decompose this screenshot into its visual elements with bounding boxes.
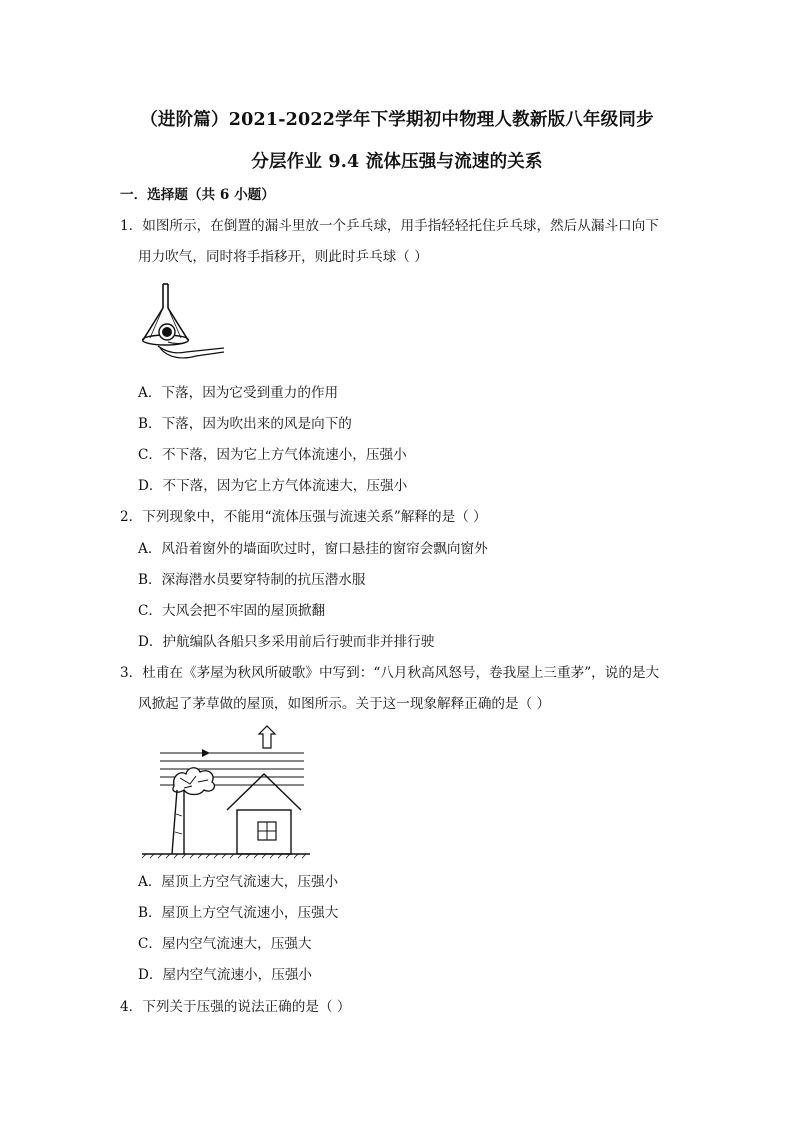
- q2-option-d: D．护航编队各船只多采用前后行驶而非并排行驶: [138, 634, 435, 650]
- q2-option-b: B．深海潜水员要穿特制的抗压潜水服: [138, 572, 366, 588]
- q1-option-d: D．不下落，因为它上方气体流速大，压强小: [138, 478, 408, 494]
- q1-option-a: A．下落，因为它受到重力的作用: [138, 385, 339, 401]
- q2-stem-line1: 2．下列现象中，不能用“流体压强与流速关系”解释的是（ ）: [120, 509, 487, 525]
- q3-option-b: B．屋顶上方空气流速小，压强大: [138, 905, 339, 921]
- document-title-line2: 分层作业 9.4 流体压强与流速的关系: [251, 152, 543, 172]
- q1-stem-line1: 1．如图所示，在倒置的漏斗里放一个乒乓球，用手指轻轻托住乒乓球，然后从漏斗口向下: [120, 218, 659, 234]
- q3-stem-line1: 3．杜甫在《茅屋为秋风所破歌》中写到：“八月秋高风怒号，卷我屋上三重茅”，说的是大: [120, 665, 660, 681]
- q4-stem-line1: 4．下列关于压强的说法正确的是（ ）: [120, 999, 351, 1015]
- section-heading: 一．选择题（共 6 小题）: [120, 187, 275, 203]
- q3-stem-line2: 风掀起了茅草做的屋顶，如图所示。关于这一现象解释正确的是（ ）: [138, 696, 551, 712]
- wind-house-roof-figure: [138, 724, 314, 860]
- funnel-pingpong-figure: [138, 282, 230, 366]
- q1-option-b: B．下落，因为吹出来的风是向下的: [138, 416, 352, 432]
- q2-option-a: A．风沿着窗外的墙面吹过时，窗口悬挂的窗帘会飘向窗外: [138, 541, 488, 557]
- q2-option-c: C．大风会把不牢固的屋顶掀翻: [138, 603, 326, 619]
- document-title-line1: （进阶篇）2021-2022学年下学期初中物理人教新版八年级同步: [140, 110, 654, 130]
- q3-option-c: C．屋内空气流速大，压强大: [138, 936, 312, 952]
- q3-option-a: A．屋顶上方空气流速大，压强小: [138, 874, 339, 890]
- q3-option-d: D．屋内空气流速小，压强小: [138, 967, 313, 983]
- q1-stem-line2: 用力吹气，同时将手指移开，则此时乒乓球（ ）: [138, 249, 428, 265]
- q1-option-c: C．不下落，因为它上方气体流速小，压强小: [138, 447, 407, 463]
